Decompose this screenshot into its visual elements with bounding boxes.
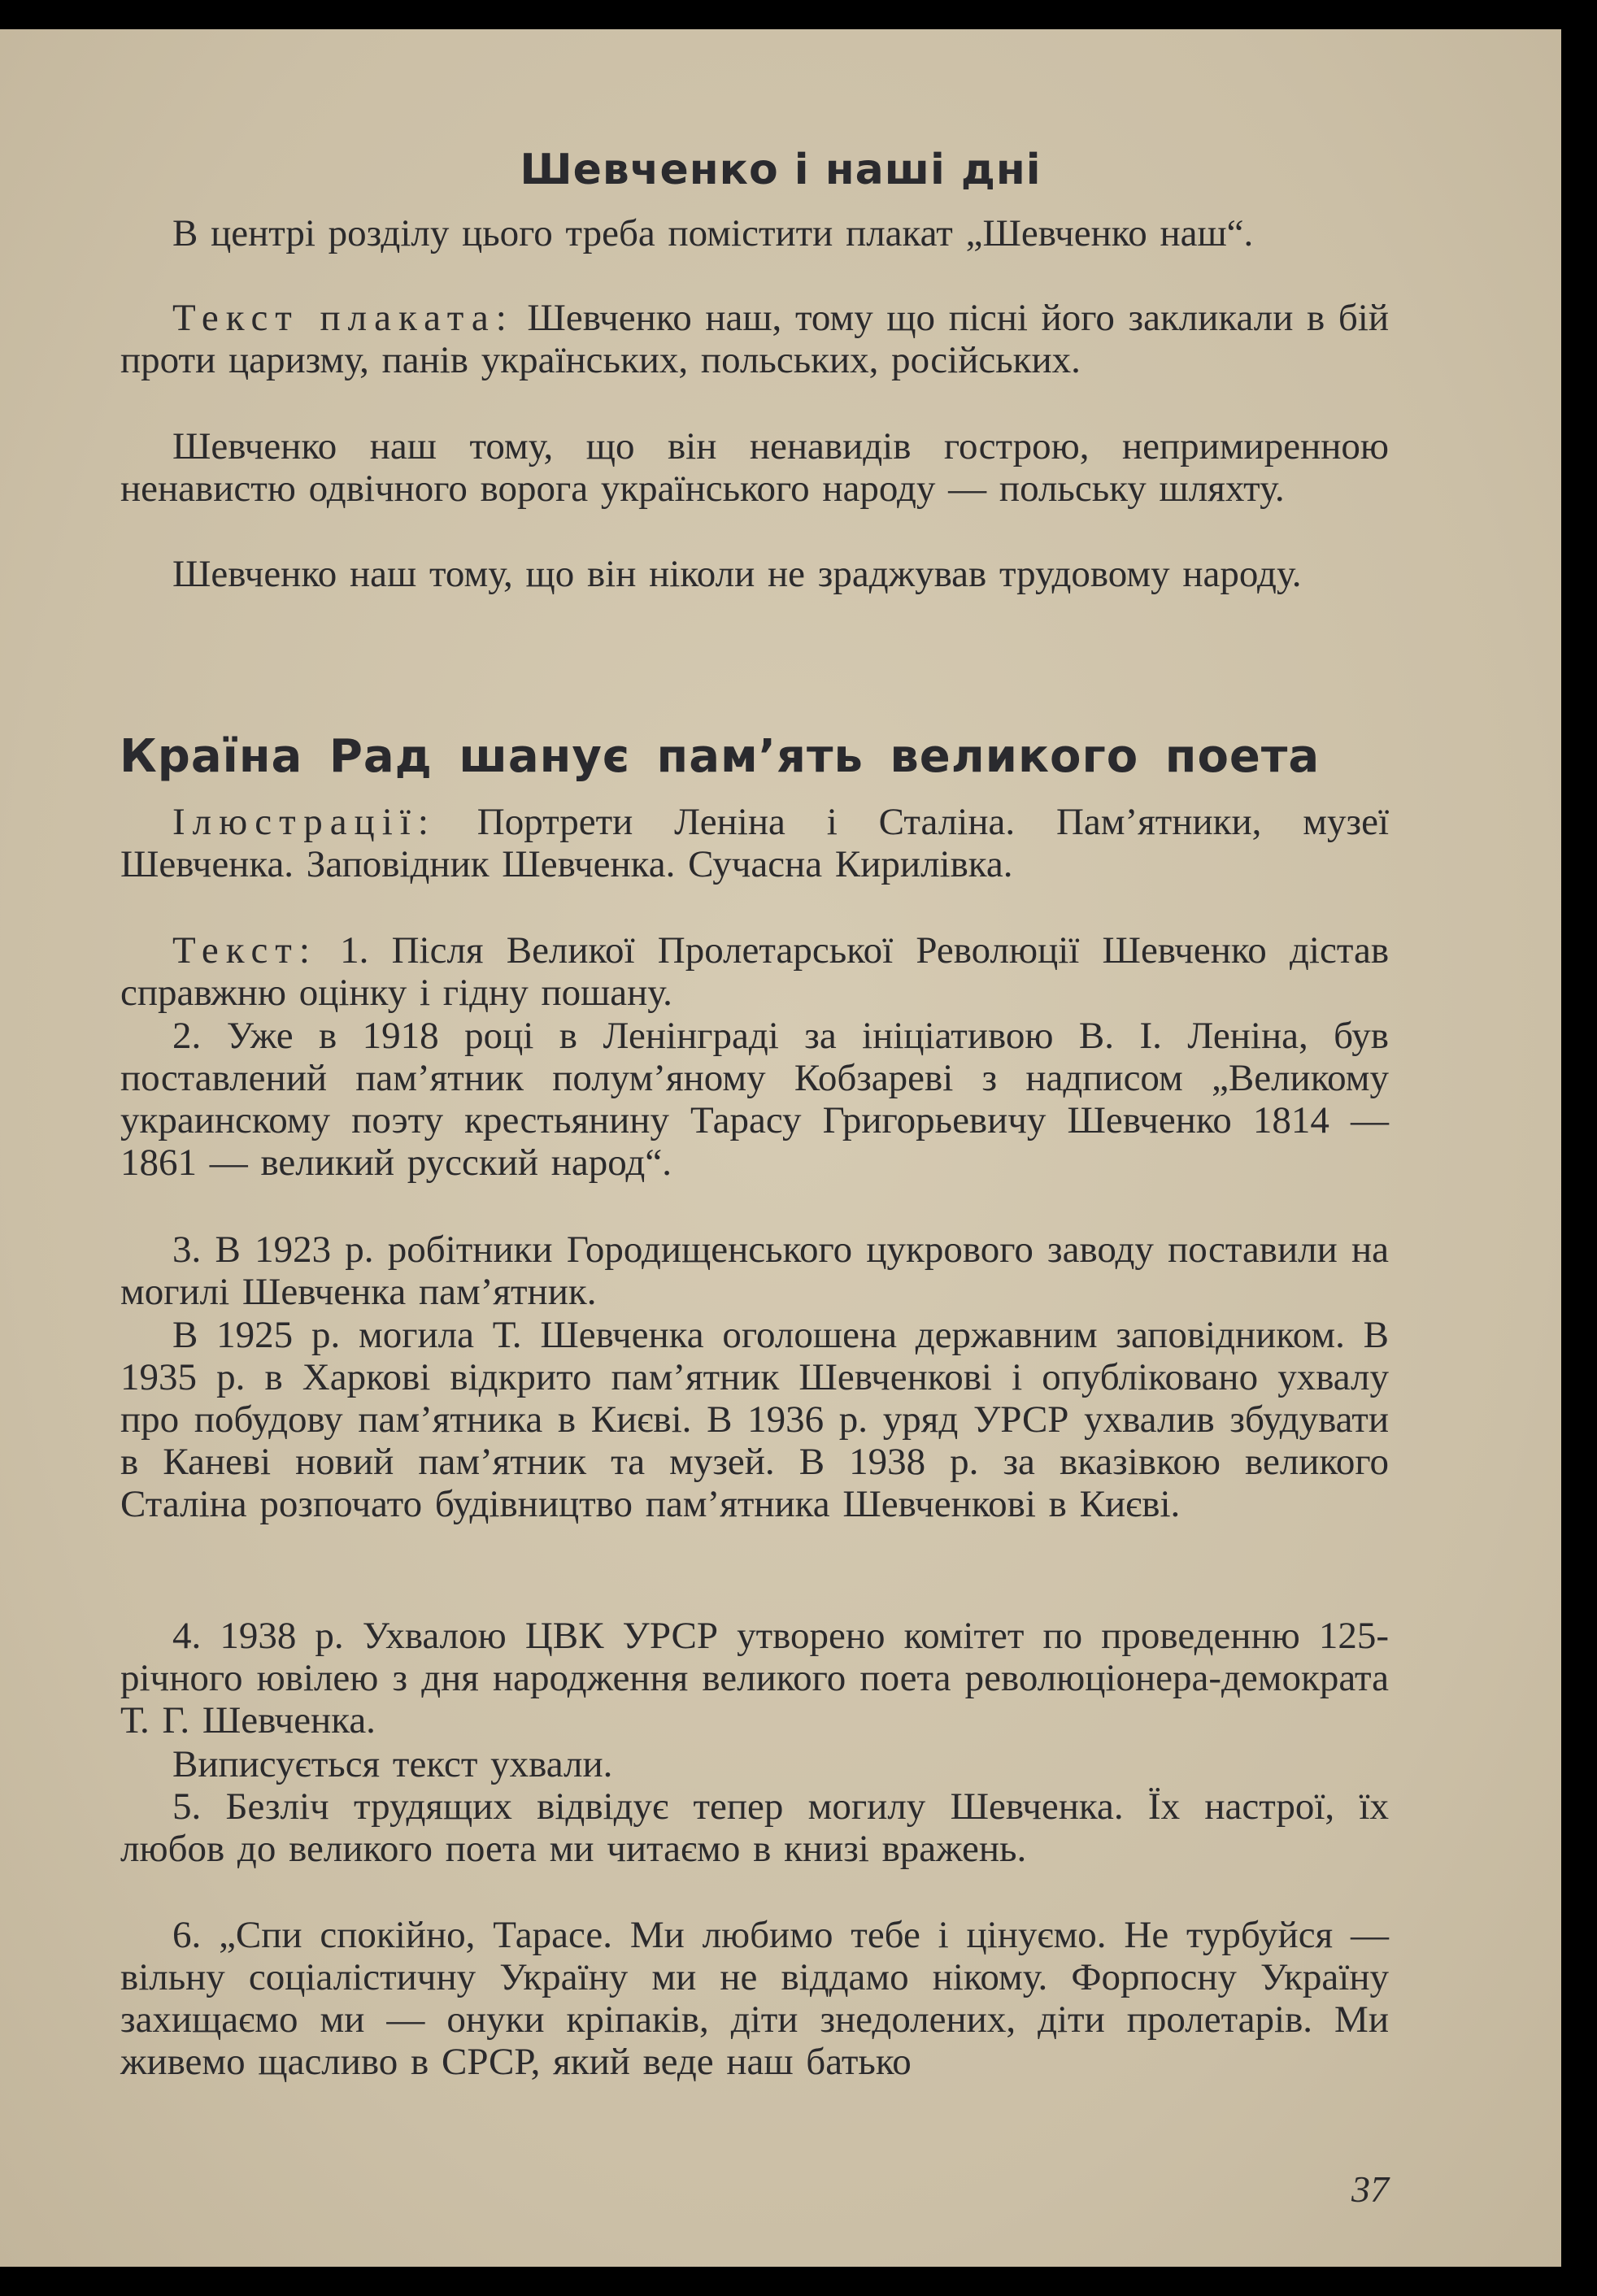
- paragraph: [120, 801, 1389, 885]
- paragraph-text: Виписується текст ухвали.: [172, 1743, 613, 1785]
- paragraph-text: 6. „Спи спокійно, Тарасе. Ми любимо тебе і цінуємо. Не турбуйся — вільну соціалістичну Україну ми не віддамо нікому. Форпосну Україну захищаємо ми — онуки кріпаків, діти знедолених, діти пролетарів. Ми живемо щасливо в СРСР, який веде наш батько: [120, 1914, 1389, 2083]
- page-number: 37: [1351, 2168, 1389, 2210]
- paragraph: [120, 1785, 1389, 1870]
- paragraph-text: 2. Уже в 1918 році в Ленінграді за ініціативою В. І. Леніна, був поставлений пам’ятник полум’яному Кобзареві з надписом „Великому украинскому поэту крестьянину Тарасу Григорьевичу Шевченко 1814 — 1861 — великий русский народ“.: [120, 1015, 1389, 1184]
- paragraph-text: Шевченко наш тому, що він ніколи не зраджував трудовому народу.: [172, 553, 1302, 595]
- paragraph: [120, 425, 1389, 510]
- paragraph: [120, 1615, 1389, 1742]
- paragraph: [120, 553, 1389, 595]
- paragraph-text: 3. В 1923 р. робітники Городищенського цукрового заводу поставили на могилі Шевченка пам’ятник.: [120, 1228, 1389, 1313]
- paragraph: [120, 1314, 1389, 1525]
- paragraph: [120, 212, 1389, 254]
- paragraph: [120, 1015, 1389, 1184]
- poster-text-label: Текст плаката:: [172, 297, 514, 339]
- illustrations-label: Ілюстрації:: [172, 801, 436, 843]
- paragraph: [120, 1228, 1389, 1313]
- text-label: Текст:: [172, 929, 317, 972]
- paragraph: [120, 297, 1389, 381]
- paragraph-text: В 1925 р. могила Т. Шевченка оголошена державним заповідником. В 1935 р. в Харкові відкрито пам’ятник Шевченкові і опубліковано ухвалу про побудову пам’ятника в Києві. В 1936 р. уряд УРСР ухвалив збудувати в Каневі новий пам’ятник та музей. В 1938 р. за вказівкою великого Сталіна розпочато будівництво пам’ятника Шевченкові в Києві.: [120, 1314, 1389, 1525]
- section-title-country-honors-poet: Країна Рад шанує пам’ять великого поета: [120, 730, 1321, 783]
- paragraph: [120, 929, 1389, 1014]
- section-title-shevchenko-and-our-days: Шевченко і наші дні: [520, 146, 1042, 194]
- paragraph-text: 5. Безліч трудящих відвідує тепер могилу Шевченка. Їх настрої, їх любов до великого поета ми читаємо в книзі вражень.: [120, 1785, 1389, 1870]
- book-page: [0, 29, 1561, 2267]
- paragraph-text: Шевченко наш, тому що пісні його закликали в бій проти царизму, панів українських, польських, російських.: [120, 297, 1389, 381]
- paragraph: [120, 1914, 1389, 2083]
- paragraph-text: 1. Після Великої Пролетарської Революції Шевченко дістав справжню оцінку і гідну пошану.: [120, 929, 1390, 1014]
- paragraph-text: В центрі розділу цього треба помістити плакат „Шевченко наш“.: [172, 212, 1254, 254]
- paragraph-text: Портрети Леніна і Сталіна. Пам’ятники, музеї Шевченка. Заповідник Шевченка. Сучасна Кирилівка.: [120, 801, 1390, 885]
- paragraph-text: Шевченко наш тому, що він ненавидів гострою, непримиренною ненавистю одвічного ворога українського народу — польську шляхту.: [120, 425, 1389, 510]
- paragraph: [120, 1743, 1389, 1785]
- paragraph-text: 4. 1938 р. Ухвалою ЦВК УРСР утворено комітет по проведенню 125-річного ювілею з дня народження великого поета революціонера-демократа Т. Г. Шевченка.: [120, 1615, 1389, 1742]
